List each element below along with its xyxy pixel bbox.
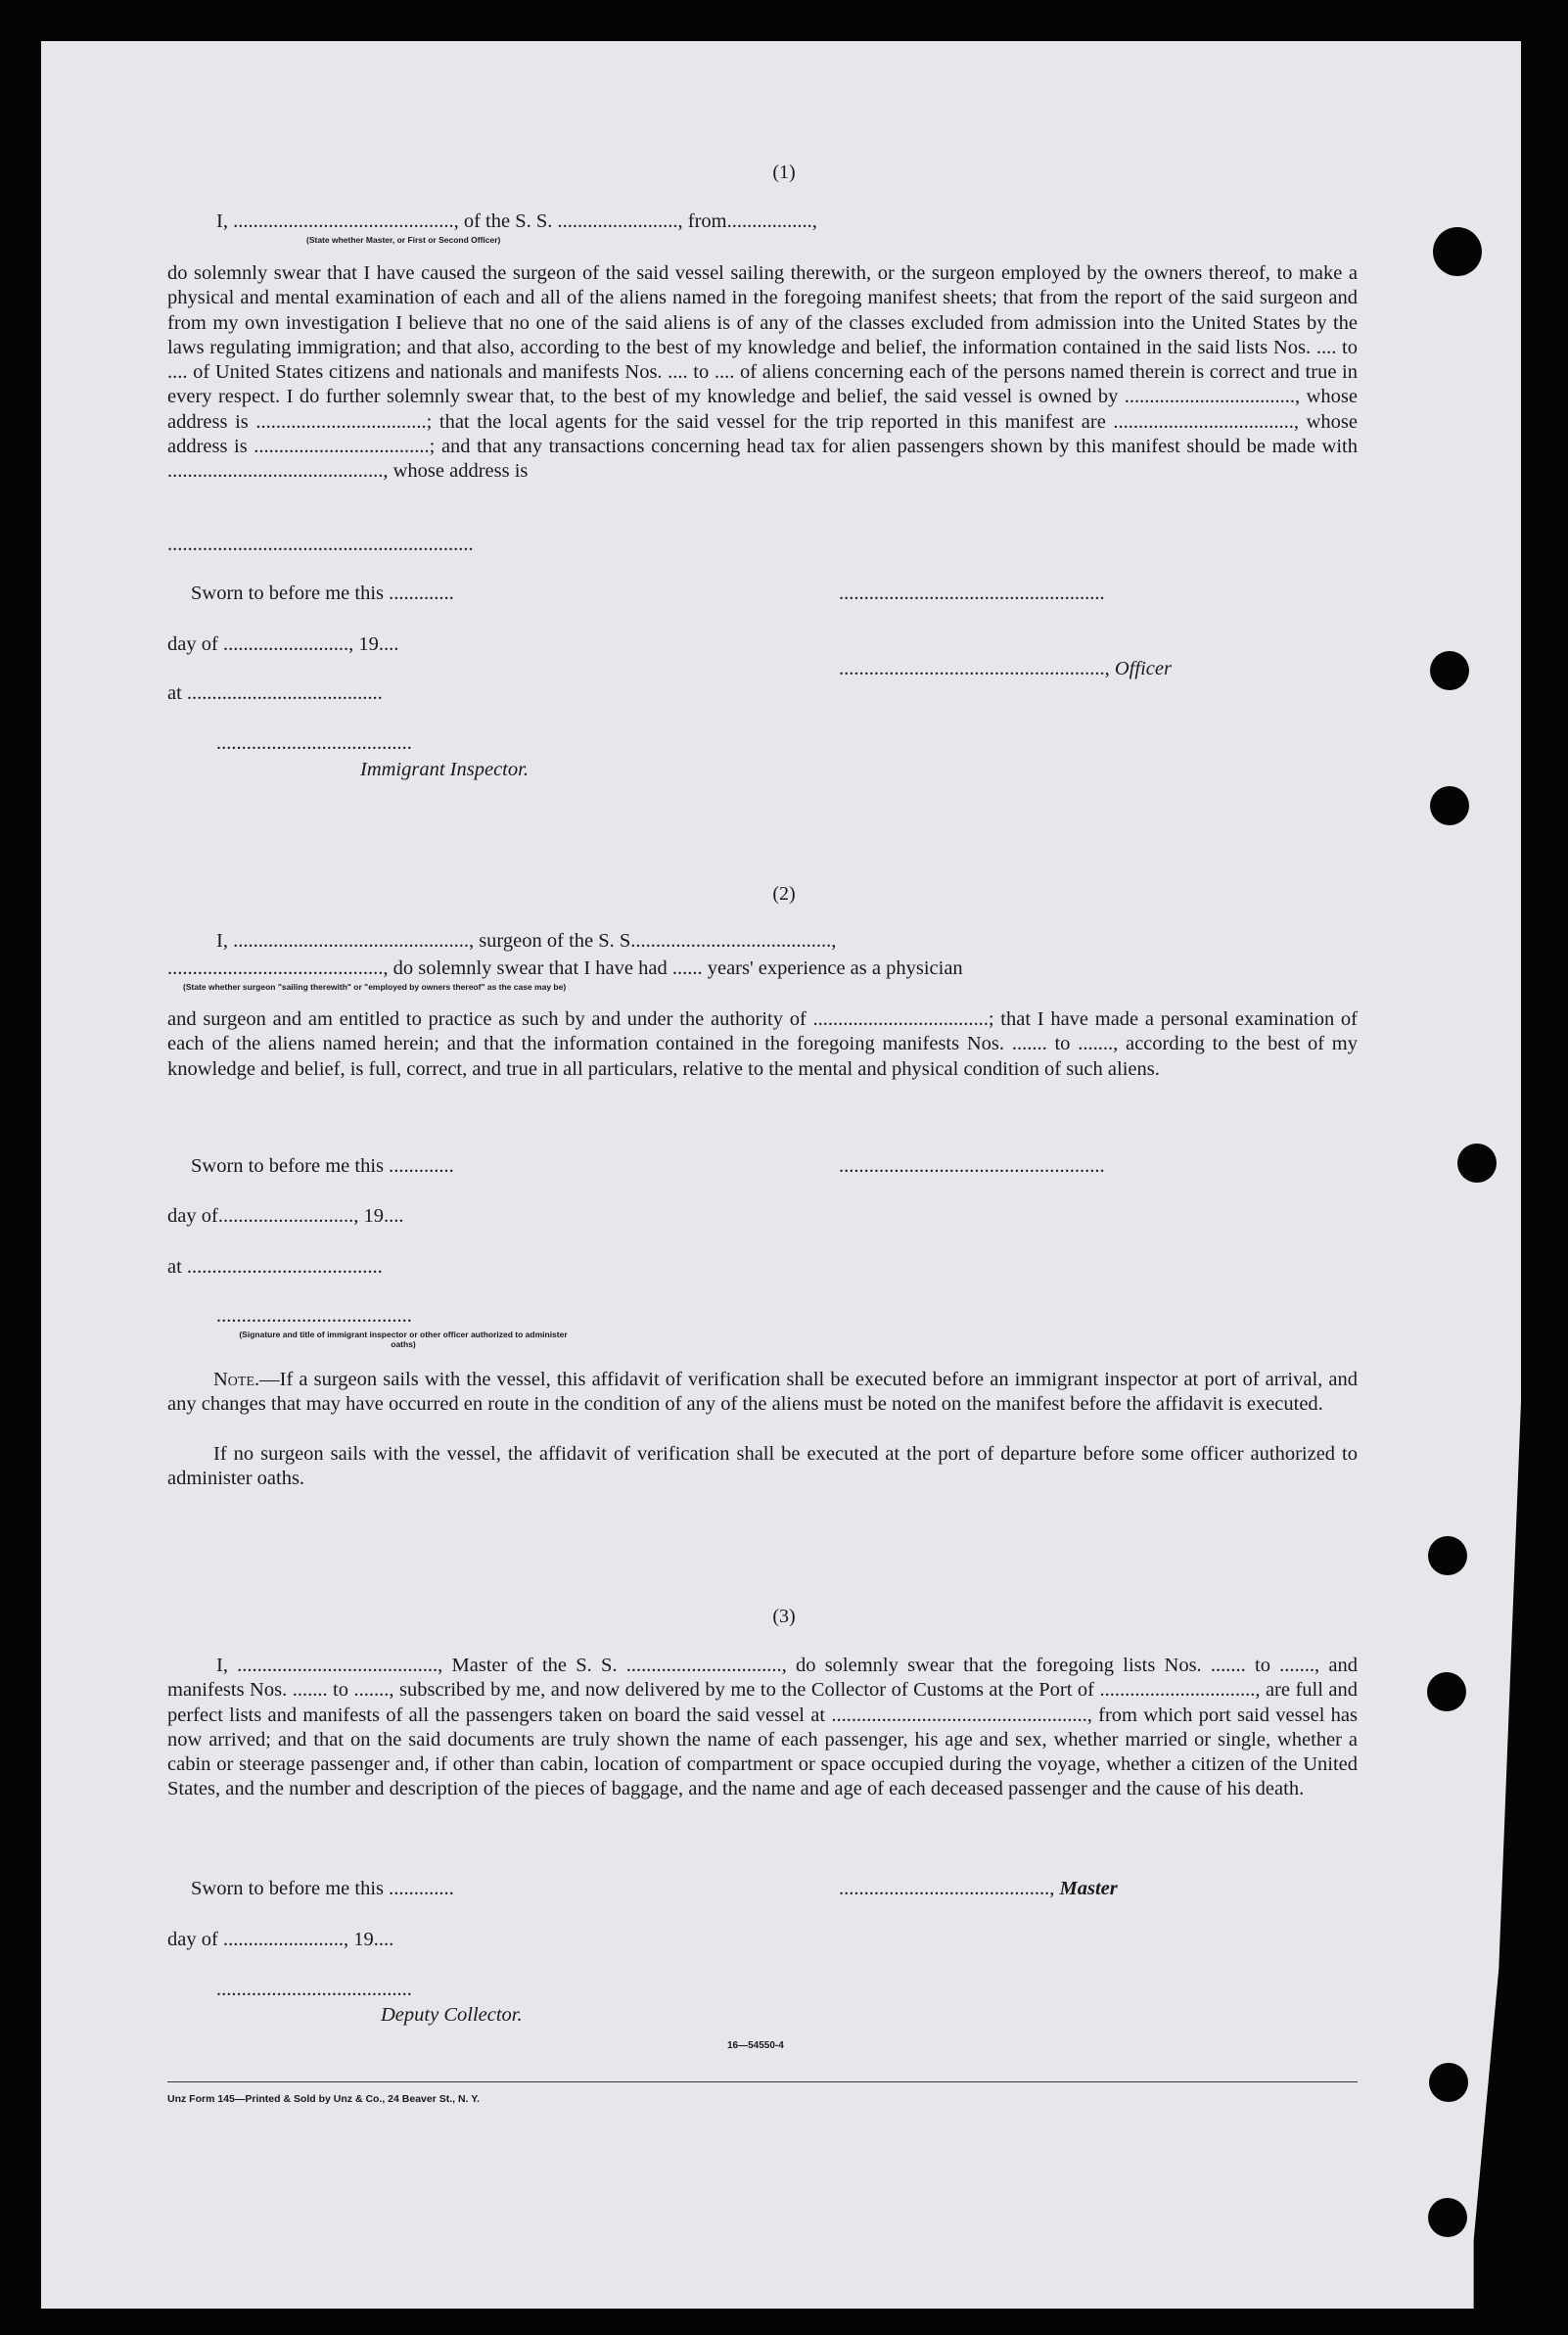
- surgeon-caption: (State whether surgeon "sailing therewith" or "employed by owners thereof" as the case may be): [183, 982, 567, 992]
- day-line: [167, 1205, 403, 1228]
- at-dots: .......................................: [186, 682, 383, 704]
- at-line: [167, 1256, 383, 1279]
- inspector-signature-dots: .......................................: [216, 732, 412, 754]
- surgeon-paragraph: and surgeon and am entitled to practice as such by and under the authority of ...................................; that I have made a personal examination of each of the aliens named herein; and that the information contained in the foregoing manifests Nos. ....... to ......., according to the best of my knowledge and belief, is full, correct, and true in all particulars, relative to the mental and physical condition of such aliens.: [167, 1008, 1358, 1080]
- master-label: Master: [1059, 1878, 1118, 1899]
- experience-text: years' experience as a physician: [707, 957, 963, 979]
- day-line: [167, 633, 398, 656]
- year-label: , 19: [348, 633, 379, 655]
- experience-line: [167, 957, 963, 980]
- year-label: , 19: [353, 1205, 384, 1227]
- day-dots: ........................: [222, 1929, 344, 1950]
- years-dots: ......: [671, 957, 703, 979]
- punch-hole: [1427, 1672, 1466, 1711]
- note-paragraph-2: If no surgeon sails with the vessel, the affidavit of verification shall be executed at the port of departure before some officer authorized to administer oaths.: [167, 1443, 1358, 1490]
- year-dots: ....: [373, 1929, 394, 1950]
- from-port-dots: .................,: [726, 210, 817, 232]
- sworn-line: [191, 1155, 454, 1178]
- punch-hole: [1457, 1144, 1497, 1183]
- master-line: [839, 1878, 1118, 1900]
- at-label: at: [167, 682, 182, 704]
- swear-text: do solemnly swear that I have had: [392, 957, 668, 979]
- at-line: [167, 682, 383, 705]
- trailing-dots: .............................................................: [167, 534, 474, 555]
- at-dots: .......................................: [186, 1256, 383, 1278]
- declarant-line: [216, 210, 817, 233]
- sworn-dots: .............: [389, 1878, 454, 1899]
- footer-rule: [167, 2081, 1358, 2082]
- punch-hole: [1430, 651, 1469, 690]
- sworn-label: Sworn to before me this: [191, 1878, 384, 1899]
- note-text: —If a surgeon sails with the vessel, this affidavit of verification shall be executed before an immigrant inspector at port of arrival, and any changes that may have occurred en route in the condition of any of the aliens must be noted on the manifest before the affidavit is executed.: [167, 1369, 1358, 1416]
- officer-dots: .....................................................,: [839, 658, 1110, 679]
- collector-signature-dots: .......................................: [216, 1979, 412, 2000]
- form-code: 16—54550-4: [727, 2040, 784, 2051]
- officer-caption: (State whether Master, or First or Second Officer): [306, 235, 501, 245]
- officer-label: Officer: [1114, 658, 1172, 679]
- sworn-dots: .............: [389, 583, 454, 604]
- i-label: I,: [216, 930, 228, 952]
- signature-dots: .....................................................: [839, 583, 1105, 604]
- master-dots: ..........................................,: [839, 1878, 1055, 1899]
- sworn-label: Sworn to before me this: [191, 1155, 384, 1177]
- ship-name-dots: ........................: [557, 210, 678, 232]
- day-dots: ...........................: [217, 1205, 354, 1227]
- year-label: , 19: [343, 1929, 374, 1950]
- punch-hole: [1429, 2063, 1468, 2102]
- note-label: Note.: [213, 1369, 260, 1390]
- from-label: , from: [677, 210, 727, 232]
- section-number: (1): [772, 162, 796, 183]
- day-of-label: day of: [167, 1929, 218, 1950]
- inspector-label: Immigrant Inspector.: [360, 759, 529, 780]
- day-line: [167, 1929, 393, 1951]
- status-dots: ...........................................,: [167, 957, 389, 979]
- inspector-signature-dots: .......................................: [216, 1305, 412, 1327]
- i-label: I,: [216, 210, 228, 232]
- sworn-line: [191, 583, 454, 605]
- section-number: (2): [772, 883, 796, 905]
- section-number: (3): [772, 1606, 796, 1627]
- oath-paragraph: do solemnly swear that I have caused the surgeon of the said vessel sailing therewith, or the surgeon employed by the owners thereof, to make a physical and mental examination of each and all of the aliens named in the foregoing manifest sheets; that from the report of the said surgeon and from my own investigation I believe that no one of the said aliens is of any of the classes excluded from admission into the United States by the laws regulating immigration; and that also, according to the best of my knowledge and belief, the information contained in the said lists Nos. .... to .... of United States citizens and nationals and manifests Nos. .... to .... of aliens concerning each of the persons named therein is correct and true in every respect. I do further solemnly swear that, to the best of my knowledge and belief, the said vessel is owned by .................................., whose address is ..................................; that the local agents for the said vessel for the trip reported in this manifest are ...................................., whose address is ...................................; and that any transactions concerning head tax for alien passengers shown by this manifest should be made with ..........................................., whose address is: [167, 262, 1358, 483]
- footer-imprint: Unz Form 145—Printed & Sold by Unz & Co., 24 Beaver St., N. Y.: [167, 2093, 480, 2105]
- year-dots: ....: [383, 1205, 404, 1227]
- declarant-name-dots: ............................................: [233, 210, 454, 232]
- collector-label: Deputy Collector.: [381, 2004, 523, 2026]
- day-dots: .........................: [222, 633, 349, 655]
- sworn-label: Sworn to before me this: [191, 583, 384, 604]
- surgeon-name-dots: ...............................................,: [233, 930, 475, 952]
- punch-hole: [1433, 227, 1482, 276]
- punch-hole: [1428, 1536, 1467, 1575]
- note-paragraph: [167, 1368, 1358, 1418]
- sworn-dots: .............: [389, 1155, 454, 1177]
- day-of-label: day of: [167, 1205, 218, 1227]
- at-label: at: [167, 1256, 182, 1278]
- signature-caption: (Signature and title of immigrant inspector or other officer authorized to administer oaths): [239, 1330, 568, 1349]
- surgeon-line: [216, 930, 836, 953]
- ship-name-dots: .......................................,: [635, 930, 837, 952]
- signature-dots: .....................................................: [839, 1155, 1105, 1177]
- punch-hole: [1428, 2198, 1467, 2237]
- sworn-line: [191, 1878, 454, 1900]
- punch-hole: [1430, 786, 1469, 825]
- officer-line: [839, 658, 1172, 680]
- of-ss-label: , of the S. S.: [453, 210, 553, 232]
- year-dots: ....: [378, 633, 399, 655]
- master-paragraph: I, ........................................, Master of the S. S. ..............................., do solemnly swear that the foregoing lists Nos. ....... to ......., and manifests Nos. ....... to ......., subscribed by me, and now delivered by me to the Collector of Customs at the Port of ..............................., are full and perfect lists and manifests of all the passengers taken on board the said vessel at ..................................................., from which port said vessel has now arrived; and that on the said documents are truly shown the name of each passenger, his age and sex, whether married or single, whether a cabin or steerage passenger and, if other than cabin, location of compartment or space occupied during the voyage, whether a citizen of the United States, and the number and description of the pieces of baggage, and the name and age of each deceased passenger and the cause of his death.: [167, 1655, 1358, 1800]
- day-of-label: day of: [167, 633, 218, 655]
- surgeon-of-ss-label: surgeon of the S. S.: [479, 930, 636, 952]
